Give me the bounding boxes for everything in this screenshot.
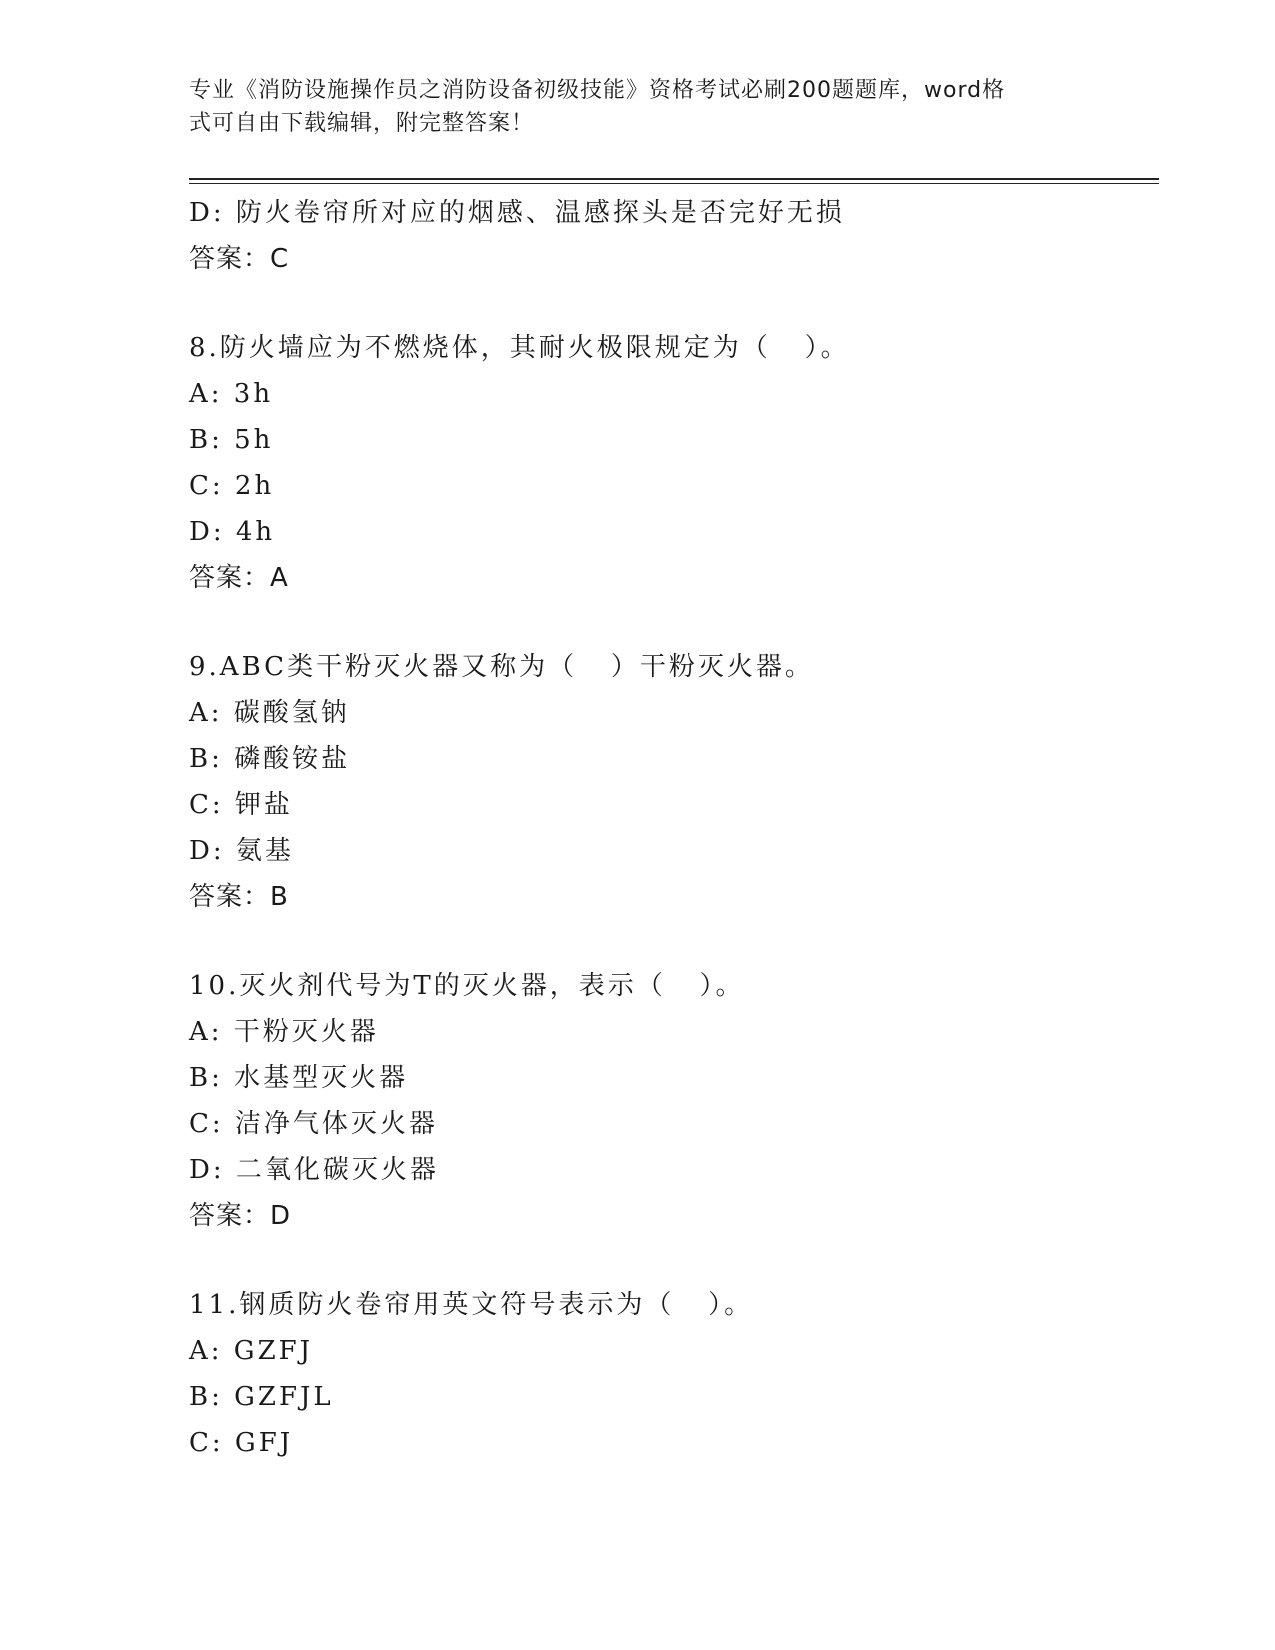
option-c: C: 洁净气体灭火器 (189, 1109, 438, 1139)
option-c: C: 钾盐 (189, 790, 293, 820)
option-a: A: GZFJ (189, 1336, 314, 1366)
option-d: D: 氨基 (189, 836, 294, 866)
question-stem: 8.防火墙应为不燃烧体，其耐火极限规定为（ ）。 (189, 333, 850, 363)
option-d: D: 二氧化碳灭火器 (189, 1155, 439, 1185)
question-stem: 11.钢质防火卷帘用英文符号表示为（ ）。 (189, 1290, 754, 1320)
option-b: B: 水基型灭火器 (189, 1063, 409, 1093)
question-11 (189, 1282, 1149, 1466)
document-header (189, 74, 1069, 140)
prev-answer: 答案：C (189, 244, 290, 274)
header-line-1: 专业《消防设施操作员之消防设备初级技能》资格考试必刷200题题库，word格 (189, 78, 1006, 103)
option-b: B: 5h (189, 425, 274, 455)
answer: 答案：D (189, 1201, 292, 1231)
question-9 (189, 644, 1149, 920)
option-d: D: 4h (189, 517, 276, 547)
question-list (189, 190, 1149, 1466)
option-b: B: 磷酸铵盐 (189, 744, 351, 774)
header-rule-thin (189, 183, 1159, 184)
header-line-2: 式可自由下载编辑，附完整答案！ (189, 111, 535, 136)
prev-option-d: D: 防火卷帘所对应的烟感、温感探头是否完好无损 (189, 198, 845, 228)
question-stem: 9.ABC类干粉灭火器又称为（ ）干粉灭火器。 (189, 652, 814, 682)
question-stem: 10.灭火剂代号为T的灭火器，表示（ ）。 (189, 971, 745, 1001)
answer: 答案：A (189, 563, 289, 593)
option-c: C: GFJ (189, 1428, 294, 1458)
question-8 (189, 325, 1149, 601)
option-a: A: 3h (189, 379, 274, 409)
answer: 答案：B (189, 882, 289, 912)
option-b: B: GZFJL (189, 1382, 334, 1412)
question-10 (189, 963, 1149, 1239)
option-c: C: 2h (189, 471, 275, 501)
option-a: A: 碳酸氢钠 (189, 698, 350, 728)
option-a: A: 干粉灭火器 (189, 1017, 379, 1047)
header-rule-thick (189, 178, 1159, 180)
